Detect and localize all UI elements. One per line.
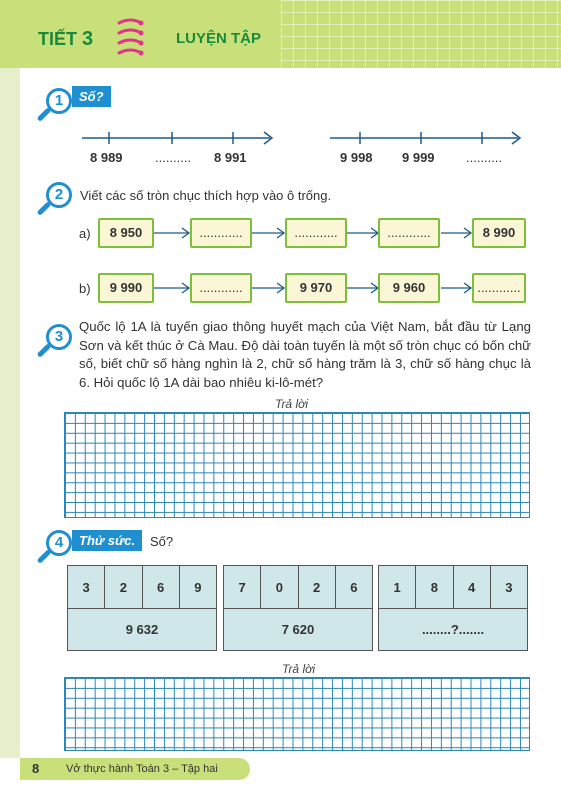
digit-cell: 6: [350, 580, 358, 595]
digit-table-1: [67, 565, 217, 651]
number-line-1-blank[interactable]: ..........: [155, 150, 192, 165]
number-line-1-value-3: 8 991: [214, 150, 247, 165]
row-b-box-2[interactable]: ............: [190, 273, 252, 303]
task4-answer-label: Trả lời: [282, 662, 316, 676]
lesson-number: 3: [82, 28, 94, 50]
task1-title: Số?: [72, 86, 111, 107]
task1-number: 1: [46, 88, 72, 114]
page-header: [0, 0, 561, 68]
lesson-label: TIẾT: [38, 29, 77, 49]
task2-badge: [36, 180, 72, 216]
row-a-box-5: 8 990: [472, 218, 526, 248]
book-title: Vở thực hành Toán 3 – Tập hai: [66, 763, 218, 775]
task4-instruction: Số?: [150, 534, 174, 549]
row-b-box-5[interactable]: ............: [472, 273, 526, 303]
task4-badge: [36, 528, 72, 564]
task3-answer-label: Trả lời: [275, 397, 309, 411]
task3-badge: [36, 322, 72, 358]
spring-binding-icon: [113, 15, 147, 61]
task2-instruction: Viết các số tròn chục thích hợp vào ô trống.: [80, 188, 332, 203]
table-3-total-blank[interactable]: ........?.......: [421, 622, 485, 637]
row-a-box-3[interactable]: ............: [285, 218, 347, 248]
task2-number: 2: [46, 182, 72, 208]
digit-table-3: [378, 565, 528, 651]
table-2-total: 7 620: [281, 622, 315, 637]
page-footer: [0, 758, 561, 782]
magnifier-handle-icon: [37, 549, 52, 564]
row-b-box-1: 9 990: [98, 273, 154, 303]
row-a-label: a): [79, 226, 91, 241]
row-b-label: b): [79, 281, 91, 296]
digit-cell: 2: [299, 566, 336, 608]
magnifier-handle-icon: [37, 201, 52, 216]
digit-cell: 3: [68, 566, 105, 608]
digit-table-2: [223, 565, 373, 651]
number-line-2: [330, 128, 525, 148]
lesson-topic: LUYỆN TẬP: [176, 30, 262, 47]
number-line-2-blank[interactable]: ..........: [466, 150, 503, 165]
task3-problem-text: Quốc lộ 1A là tuyến giao thông huyết mạch của Việt Nam, bắt đầu từ Lạng Sơn và kết thúc ở Cà Mau. Độ dài toàn tuyến là một số tròn chục có bốn chữ số, biết chữ số hàng nghìn là 2, chữ số hàng trăm là 3, chữ số hàng chục là 6. Hỏi quốc lộ 1A dài bao nhiêu ki-lô-mét?: [79, 319, 531, 390]
digit-cell: 6: [143, 566, 180, 608]
row-b-box-4: 9 960: [378, 273, 440, 303]
magnifier-handle-icon: [37, 343, 52, 358]
table-1-total: 9 632: [125, 622, 159, 637]
digit-cell: 7: [224, 566, 261, 608]
digit-cell: 9: [194, 580, 202, 595]
page-number: 8: [32, 761, 40, 776]
digit-cell: 2: [105, 566, 142, 608]
task3-number: 3: [46, 324, 72, 350]
task4-answer-grid[interactable]: [64, 677, 530, 751]
digit-cell: 4: [454, 566, 491, 608]
task4-title: Thử sức.: [72, 530, 142, 551]
task3-answer-grid[interactable]: [64, 412, 530, 518]
header-grid-pattern: [281, 0, 561, 68]
side-margin-strip: [0, 68, 20, 758]
digit-cell: 8: [416, 566, 453, 608]
row-a-box-2[interactable]: ............: [190, 218, 252, 248]
task4-number: 4: [46, 530, 72, 556]
digit-cell: 1: [379, 566, 416, 608]
number-line-2-value-2: 9 999: [402, 150, 435, 165]
number-line-1-value-1: 8 989: [90, 150, 123, 165]
row-a-box-1: 8 950: [98, 218, 154, 248]
digit-cell: 0: [261, 566, 298, 608]
number-line-2-value-1: 9 998: [340, 150, 373, 165]
task1-badge: [36, 86, 72, 122]
magnifier-handle-icon: [37, 107, 52, 122]
row-b-box-3: 9 970: [285, 273, 347, 303]
lesson-title: [38, 28, 93, 51]
number-line-1: [82, 128, 277, 148]
digit-cell: 3: [505, 580, 513, 595]
row-a-box-4[interactable]: ............: [378, 218, 440, 248]
